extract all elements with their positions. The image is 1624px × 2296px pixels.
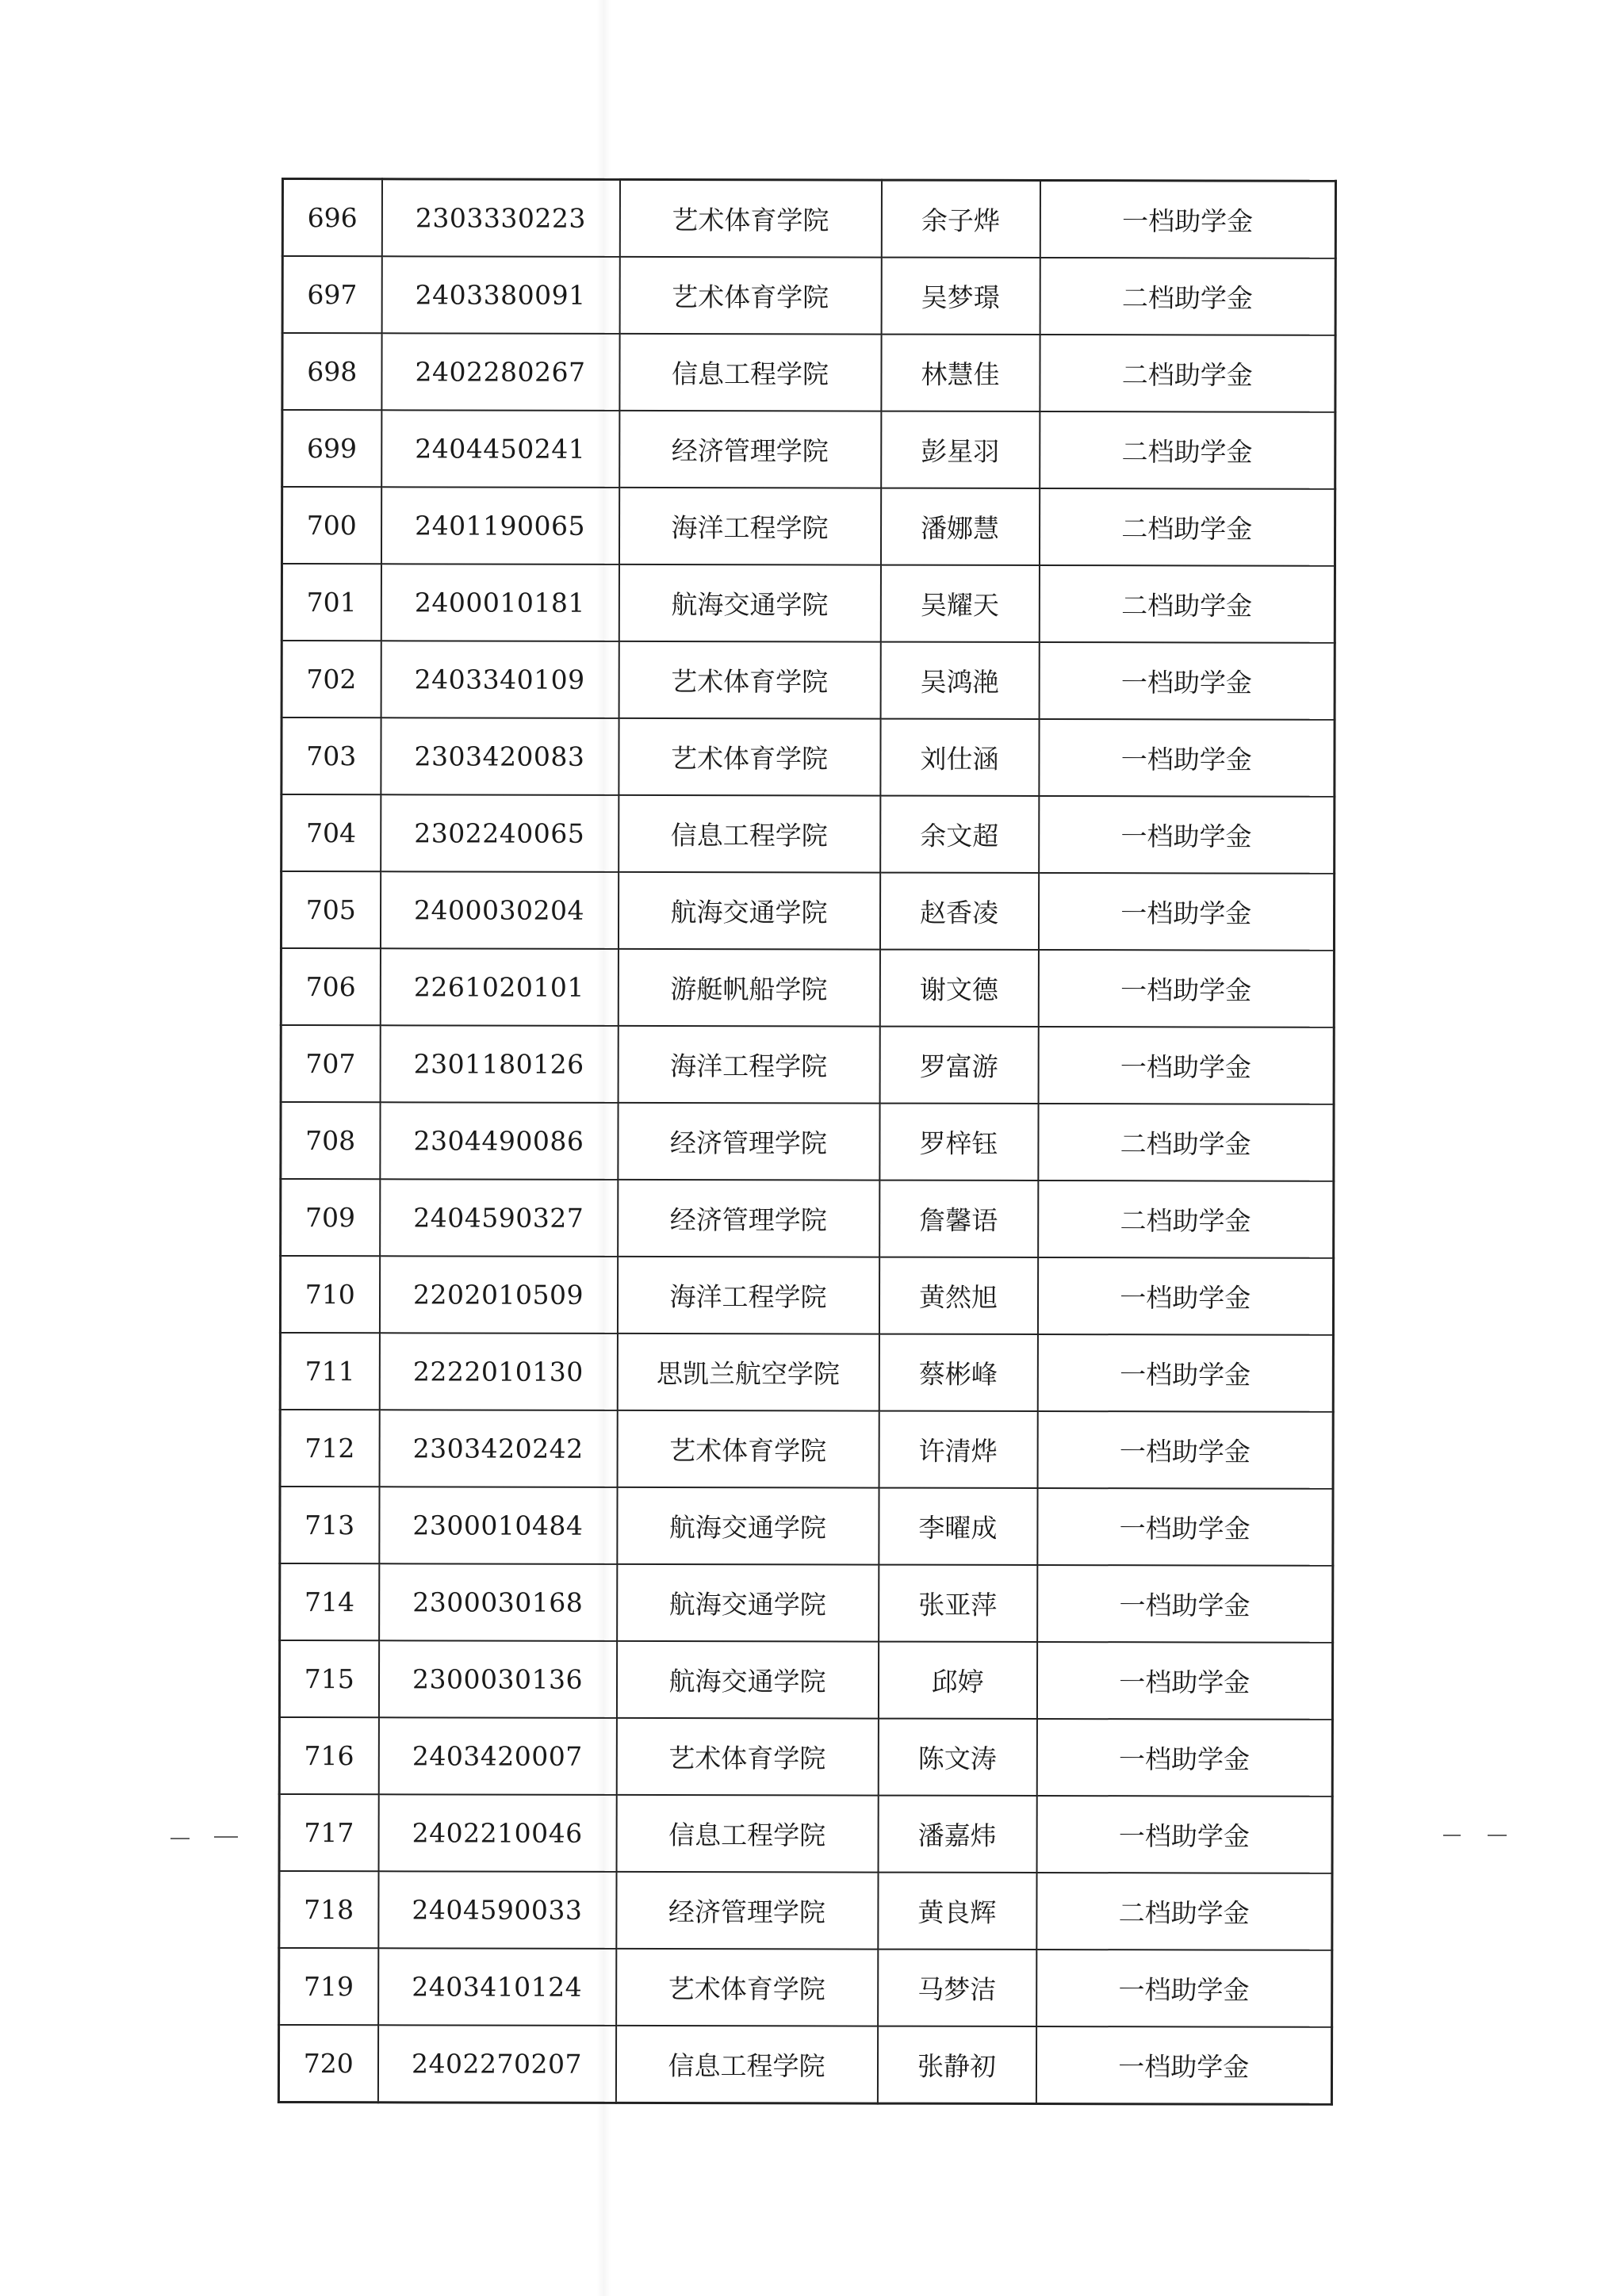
college: 航海交通学院 [617, 1564, 879, 1642]
student-name: 詹馨语 [879, 1181, 1038, 1257]
table-row [281, 1102, 1334, 1181]
college: 艺术体育学院 [619, 641, 880, 719]
college: 艺术体育学院 [619, 257, 881, 335]
grant-level: 一档助学金 [1036, 2026, 1331, 2104]
row-number: 716 [279, 1717, 378, 1794]
row-number: 704 [282, 794, 381, 871]
student-name: 李曜成 [879, 1488, 1037, 1565]
student-id: 2403340109 [381, 641, 619, 718]
table-row [280, 1563, 1333, 1643]
college: 海洋工程学院 [619, 488, 880, 565]
college: 艺术体育学院 [617, 1410, 879, 1488]
college: 海洋工程学院 [617, 1257, 879, 1334]
table-row [281, 948, 1334, 1027]
student-name: 邱婷 [878, 1642, 1036, 1719]
table-row [282, 487, 1335, 566]
grant-level: 二档助学金 [1036, 1873, 1332, 1950]
table-row [280, 1410, 1333, 1489]
student-name: 黄然旭 [879, 1257, 1037, 1334]
college: 经济管理学院 [618, 1180, 879, 1257]
college: 经济管理学院 [618, 1103, 879, 1181]
student-id: 2302240065 [381, 794, 619, 872]
grant-level: 一档助学金 [1036, 1719, 1332, 1797]
row-number: 698 [282, 333, 381, 410]
student-name: 谢文德 [879, 950, 1038, 1027]
row-number: 706 [281, 948, 380, 1025]
table-row [281, 1179, 1334, 1258]
right-edge-mark [1488, 1835, 1507, 1836]
right-edge-mark [1443, 1835, 1461, 1836]
row-number: 696 [282, 179, 381, 257]
grant-level: 一档助学金 [1039, 642, 1335, 720]
student-id: 2402210046 [378, 1794, 616, 1872]
college: 航海交通学院 [616, 1641, 878, 1719]
student-name: 林慧佳 [881, 335, 1040, 411]
college: 航海交通学院 [619, 564, 880, 642]
student-id: 2300030136 [378, 1640, 616, 1718]
student-id: 2261020101 [380, 948, 618, 1026]
student-id: 2402280267 [381, 333, 619, 411]
student-name: 张静初 [877, 2026, 1036, 2104]
student-id: 2300030168 [379, 1563, 617, 1641]
row-number: 699 [282, 410, 381, 487]
student-id: 2303420083 [381, 718, 619, 795]
table-row [279, 1794, 1332, 1873]
table-row [282, 410, 1335, 489]
grant-level: 二档助学金 [1040, 258, 1335, 335]
college: 信息工程学院 [616, 1795, 878, 1873]
row-number: 710 [280, 1256, 379, 1333]
college: 艺术体育学院 [616, 1949, 878, 2026]
row-number: 720 [278, 2025, 377, 2103]
college: 海洋工程学院 [618, 1026, 879, 1104]
scholarship-roster-table [278, 178, 1337, 2106]
student-name: 潘嘉炜 [878, 1796, 1036, 1873]
row-number: 707 [281, 1025, 380, 1102]
student-id: 2303330223 [381, 179, 619, 257]
row-number: 700 [282, 487, 381, 564]
college: 信息工程学院 [615, 2026, 877, 2103]
student-name: 吴梦璟 [881, 258, 1040, 335]
table-row [280, 1256, 1333, 1335]
college: 信息工程学院 [619, 334, 881, 411]
student-id: 2222010130 [379, 1333, 617, 1410]
row-number: 697 [282, 256, 381, 333]
student-name: 刘仕涵 [880, 719, 1039, 796]
student-name: 赵香凌 [879, 873, 1038, 950]
grant-level: 一档助学金 [1037, 1257, 1333, 1335]
grant-level: 一档助学金 [1037, 1488, 1333, 1566]
row-number: 708 [281, 1102, 380, 1179]
row-number: 701 [282, 564, 381, 641]
table-row [282, 256, 1335, 335]
row-number: 711 [280, 1333, 379, 1410]
student-id: 2403420007 [378, 1717, 616, 1795]
table-row [279, 1717, 1332, 1797]
row-number: 715 [279, 1640, 378, 1717]
table-row [280, 1487, 1333, 1566]
grant-level: 一档助学金 [1037, 1334, 1333, 1412]
table-row [278, 2025, 1331, 2104]
table-row [282, 718, 1335, 797]
student-id: 2300010484 [379, 1487, 617, 1564]
student-name: 罗富游 [879, 1027, 1038, 1104]
student-id: 2404450241 [381, 410, 619, 488]
student-name: 余文超 [880, 796, 1039, 873]
row-number: 717 [279, 1794, 378, 1871]
grant-level: 一档助学金 [1037, 1565, 1333, 1643]
student-name: 余子烨 [881, 180, 1040, 258]
student-id: 2402270207 [377, 2025, 615, 2103]
student-name: 蔡彬峰 [879, 1334, 1037, 1411]
student-name: 潘娜慧 [880, 488, 1039, 565]
row-number: 719 [279, 1948, 378, 2025]
student-id: 2403380091 [381, 256, 619, 334]
college: 信息工程学院 [619, 795, 880, 873]
table-row [279, 1948, 1332, 2027]
table-row [279, 1871, 1332, 1950]
table-row [279, 1640, 1332, 1720]
college: 经济管理学院 [616, 1872, 878, 1950]
student-name: 彭星羽 [881, 411, 1040, 488]
student-name: 张亚萍 [879, 1565, 1037, 1642]
grant-level: 一档助学金 [1040, 181, 1335, 258]
row-number: 712 [280, 1410, 379, 1487]
table-row [281, 1025, 1334, 1104]
student-id: 2404590033 [378, 1871, 616, 1949]
grant-level: 一档助学金 [1036, 1642, 1332, 1720]
grant-level: 一档助学金 [1036, 1796, 1332, 1873]
grant-level: 一档助学金 [1039, 719, 1335, 797]
college: 思凯兰航空学院 [617, 1334, 879, 1411]
student-name: 马梦洁 [878, 1950, 1036, 2026]
student-name: 陈文涛 [878, 1719, 1036, 1796]
student-id: 2202010509 [379, 1256, 617, 1334]
grant-level: 一档助学金 [1037, 1411, 1333, 1489]
roster-body [278, 179, 1335, 2105]
table-row [282, 641, 1335, 720]
table-row [281, 871, 1334, 951]
table-row [280, 1333, 1333, 1412]
row-number: 718 [279, 1871, 378, 1948]
grant-level: 二档助学金 [1040, 411, 1335, 489]
college: 航海交通学院 [618, 872, 879, 950]
left-edge-mark [170, 1838, 190, 1839]
student-id: 2404590327 [380, 1179, 618, 1257]
college: 艺术体育学院 [619, 718, 880, 796]
grant-level: 二档助学金 [1038, 1181, 1334, 1258]
student-name: 黄良辉 [878, 1873, 1036, 1950]
grant-level: 二档助学金 [1038, 1104, 1334, 1181]
row-number: 705 [281, 871, 380, 948]
grant-level: 一档助学金 [1036, 1950, 1332, 2027]
table-row [282, 179, 1335, 258]
document-page [278, 178, 1335, 2083]
student-id: 2401190065 [381, 487, 619, 564]
grant-level: 二档助学金 [1040, 335, 1335, 412]
college: 艺术体育学院 [619, 179, 881, 257]
college: 经济管理学院 [619, 411, 881, 488]
grant-level: 一档助学金 [1038, 950, 1334, 1027]
college: 艺术体育学院 [616, 1718, 878, 1796]
table-row [282, 794, 1335, 874]
table-row [282, 564, 1335, 643]
college: 航海交通学院 [617, 1487, 879, 1565]
row-number: 709 [281, 1179, 380, 1256]
student-id: 2400010181 [381, 564, 619, 641]
college: 游艇帆船学院 [618, 949, 879, 1027]
student-id: 2301180126 [380, 1025, 618, 1103]
grant-level: 二档助学金 [1039, 488, 1335, 566]
grant-level: 一档助学金 [1038, 873, 1334, 951]
table-row [282, 333, 1335, 412]
row-number: 702 [282, 641, 381, 718]
student-name: 吴耀天 [880, 565, 1039, 642]
student-name: 吴鸿滟 [880, 642, 1039, 719]
student-id: 2403410124 [378, 1948, 616, 2026]
row-number: 714 [280, 1563, 379, 1640]
grant-level: 一档助学金 [1038, 1027, 1334, 1104]
student-id: 2303420242 [379, 1410, 617, 1487]
row-number: 703 [282, 718, 381, 794]
student-name: 罗梓钰 [879, 1104, 1038, 1181]
student-name: 许清烨 [879, 1411, 1037, 1488]
row-number: 713 [280, 1487, 379, 1563]
student-id: 2400030204 [380, 871, 618, 949]
grant-level: 二档助学金 [1039, 565, 1335, 643]
student-id: 2304490086 [380, 1102, 618, 1180]
grant-level: 一档助学金 [1039, 796, 1335, 874]
left-edge-mark [214, 1836, 238, 1838]
